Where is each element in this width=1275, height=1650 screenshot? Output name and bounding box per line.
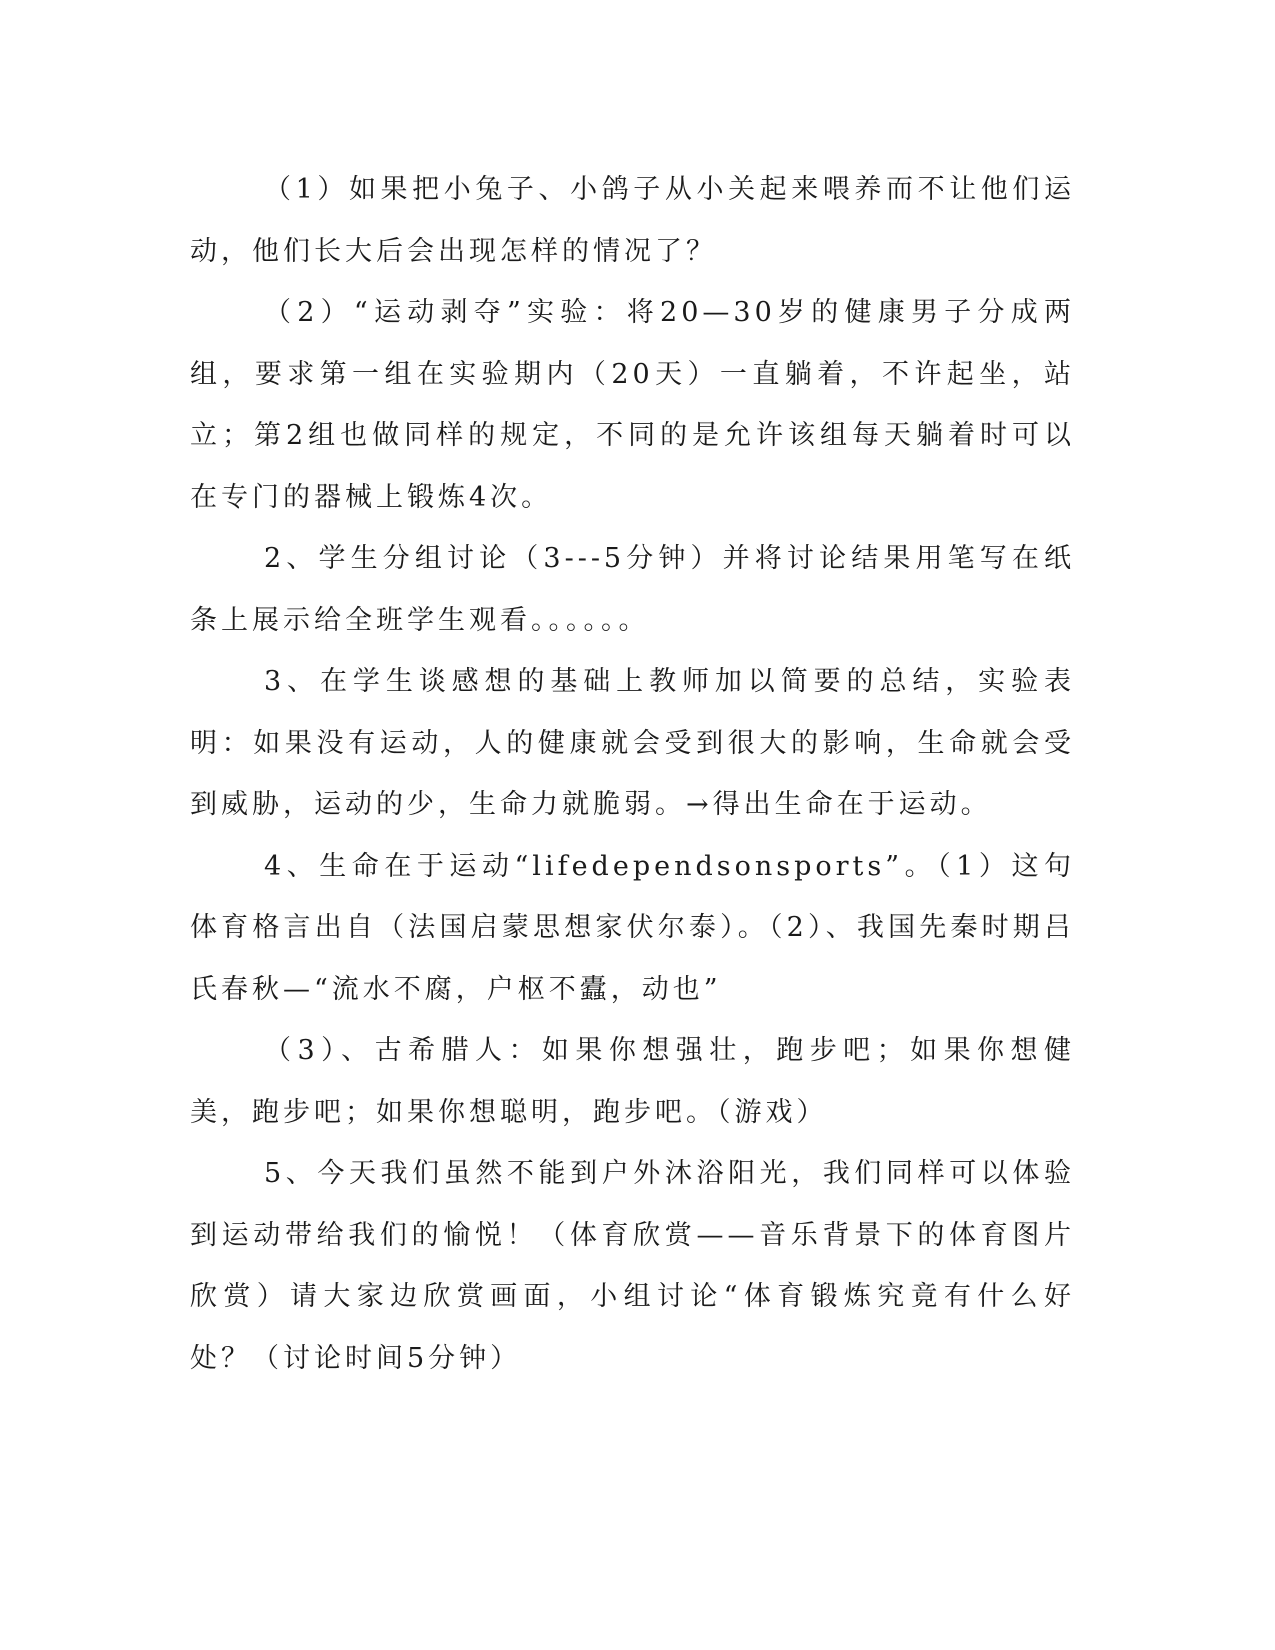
- document-body: [190, 159, 1075, 1389]
- paragraph-5: 4、生命在于运动“lifedependsonsports”。（1）这句体育格言出自（法国启蒙思想家伏尔泰）。（2）、我国先秦时期吕氏春秋—“流水不腐，户枢不蠹，动也”: [190, 850, 1075, 1005]
- paragraph-4: 3、在学生谈感想的基础上教师加以简要的总结，实验表明：如果没有运动，人的健康就会受到很大的影响，生命就会受到威胁，运动的少，生命力就脆弱。→得出生命在于运动。: [190, 666, 1075, 820]
- paragraph-1: （1）如果把小兔子、小鸽子从小关起来喂养而不让他们运动，他们长大后会出现怎样的情况了？: [190, 174, 1075, 267]
- paragraph-6: （3）、古希腊人：如果你想强壮，跑步吧；如果你想健美，跑步吧；如果你想聪明，跑步吧。（游戏）: [190, 1035, 1075, 1128]
- paragraph-7: 5、今天我们虽然不能到户外沐浴阳光，我们同样可以体验到运动带给我们的愉悦！（体育欣赏——音乐背景下的体育图片欣赏）请大家边欣赏画面，小组讨论“体育锻炼究竟有什么好处？（讨论时间5分钟）: [190, 1158, 1075, 1374]
- paragraph-2: （2）“运动剥夺”实验：将20—30岁的健康男子分成两组，要求第一组在实验期内（20天）一直躺着，不许起坐，站立；第2组也做同样的规定，不同的是允许该组每天躺着时可以在专门的器械上锻炼4次。: [190, 297, 1075, 513]
- paragraph-3: 2、学生分组讨论（3---5分钟）并将讨论结果用笔写在纸条上展示给全班学生观看。。。。。。: [190, 543, 1075, 636]
